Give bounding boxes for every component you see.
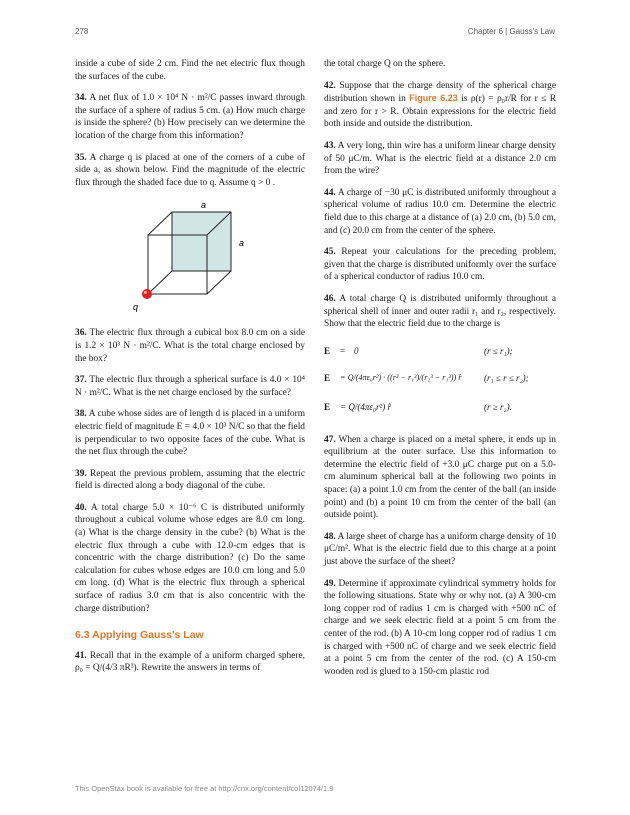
problem-text: A cube whose sides are of length d is placed in a uniform electric field of magnitude E = 4.0 × 10³ N/C so that the field is perpendicular to two opposite faces of the cube. What is the net flux through the cube? [75, 409, 306, 458]
problem-number: 48. [324, 531, 336, 542]
eq-condition: (r₁ ≤ r ≤ r₂); [484, 373, 529, 384]
problem-41 [75, 650, 305, 675]
eq-sign: = [340, 346, 346, 357]
problem-number: 36. [75, 328, 87, 339]
eq-lhs: E [324, 373, 331, 384]
left-column [75, 58, 305, 684]
figure-link[interactable]: Figure 6.23 [409, 93, 458, 104]
eq-rhs: = Q/(4πε₀r²) r̂ [340, 402, 391, 413]
label-q: q [133, 302, 139, 313]
problem-number: 47. [324, 434, 336, 445]
problem-number: 34. [75, 93, 87, 104]
charge-highlight [144, 291, 147, 294]
problem-48 [324, 531, 556, 569]
problem-46 [324, 293, 556, 331]
problem-36 [75, 327, 305, 365]
chapter-title: Chapter 6 | Gauss's Law [467, 27, 555, 36]
problem-number: 40. [75, 502, 87, 513]
problem-47 [324, 434, 556, 522]
problem-text: A large sheet of charge has a uniform charge density of 10 μC/m². What is the electric field due to this charge at a point just above the surface of the sheet? [324, 531, 557, 568]
problem-39 [75, 468, 305, 493]
eq-rhs: = Q/(4πε₀r²) · ((r³ − r₁³)/(r₂³ − r₁³)) r̂ [340, 373, 462, 383]
eq-condition: (r ≥ r₂). [484, 402, 512, 413]
problem-text: A total charge Q is distributed uniformly throughout a spherical shell of inner and outer radii r₁ and r₂, respectively. Show that the electric field due to the charge is [324, 293, 556, 330]
problem-45 [324, 246, 556, 284]
cube-edge [148, 271, 172, 294]
problem-number: 43. [324, 140, 336, 151]
label-a-side: a [239, 238, 245, 249]
eq-condition: (r ≤ r₁); [484, 346, 513, 357]
problem-number: 41. [75, 650, 87, 661]
problem-text: When a charge is placed on a metal sphere, it ends up in equilibrium at the outer surface. Use this information to determine the electric field of +3.0 μC charge put on a 5.0-cm aluminum spherical ball at the following two points in space: (a) a point 1.0 cm from the center of the ball (an inside point) and (b) a point 10 cm from the center of the ball (an outside point). [324, 434, 556, 521]
problem-number: 44. [324, 187, 336, 198]
problem-text: The electric flux through a cubical box 8.0 cm on a side is 1.2 × 10³ N · m²/C. What is the total charge enclosed by the box? [75, 328, 305, 364]
problem-34 [75, 92, 305, 142]
equation-row [324, 364, 556, 394]
cube-edge [148, 212, 172, 235]
problem-49 [324, 578, 556, 679]
label-a-top: a [201, 200, 207, 211]
problem-text: Recall that in the example of a uniform charged sphere, ρ₀ = Q/(4/3 πR³). Rewrite the answers in terms of [75, 650, 305, 674]
problem-number: 37. [75, 375, 87, 386]
problem-text: The electric flux through a spherical surface is 4.0 × 10⁴ N · m²/C. What is the net charge enclosed by the surface? [75, 375, 305, 398]
problem-40 [75, 502, 305, 615]
problem-text: Repeat your calculations for the preceding problem, given that the charge is distributed uniformly over the surface of a spherical conductor of radius 10.0 cm. [324, 247, 556, 283]
problem-38 [75, 408, 305, 458]
problem-number: 42. [324, 80, 336, 91]
field-equations [324, 340, 556, 422]
problem-35 [75, 152, 305, 190]
eq-rhs: 0 [354, 346, 359, 357]
problem-number: 45. [324, 247, 336, 258]
problem-42 [324, 80, 556, 131]
eq-lhs: E [324, 346, 331, 357]
cube-figure [75, 198, 305, 313]
footer-note: This OpenStax book is available for free at http://cnx.org/content/col12074/1.9 [75, 784, 334, 793]
problem-text: is ρ(r) = ρ₀r/R for r ≤ R and zero for r > R. Obtain expressions for the electric field both inside and outside the distribution. [324, 94, 556, 130]
problem-text: A net flux of 1.0 × 10⁴ N · m²/C passes inward through the surface of a sphere of radius 5 cm. (a) How much charge is inside the sphere? (b) How precisely can we determine the location of the charge from this information? [75, 93, 305, 141]
eq-lhs: E [324, 402, 331, 413]
problem-number: 38. [75, 409, 87, 420]
problem-number: 39. [75, 468, 87, 479]
right-column [324, 58, 556, 687]
problem-text: A charge of −30 μC is distributed uniformly throughout a spherical volume of radius 10.0 cm. Determine the electric field due to this charge at a distance of (a) 2.0 cm, (b) 5.0 cm, and (c) 20.0 cm from the center of the sphere. [324, 187, 557, 236]
problem-33-tail: inside a cube of side 2 cm. Find the net electric flux though the surfaces of the cube. [75, 59, 305, 82]
cube-edge [207, 271, 231, 294]
charge-dot [142, 289, 152, 299]
problem-number: 46. [324, 293, 336, 304]
problem-text: Determine if approximate cylindrical symmetry holds for the following situations. State why or why not. (a) A 300-cm long copper rod of radius 1 cm is charged with +500 nC of charge and we seek electric field at a point 5 cm from the center of the rod. (b) A 10-cm long copper rod of radius 1 cm is charged with +500 nC of charge and we seek electric field at a point 5 cm from the center of the rod. (c) A 150-cm wooden rod is glued to a 150-cm plastic rod [324, 578, 557, 677]
cube-diagram [75, 198, 305, 313]
problem-text: A very long, thin wire has a uniform linear charge density of 50 μC/m. What is the electric field at a distance 2.0 cm from the wire? [324, 140, 557, 177]
problem-text: A total charge 5.0 × 10⁻⁶ C is distributed uniformly throughout a cubical volume whose edges are 8.0 cm long. (a) What is the charge density in the cube? (b) What is the electric flux through a cube with 12.0-cm edges that is concentric with the charge distribution? (c) Do the same calculation for cubes whose edges are 10.0 cm long and 5.0 cm long. (d) What is the electric flux through a spherical surface of radius 3.0 cm that is also concentric with the charge distribution? [75, 502, 305, 614]
problem-number: 35. [75, 152, 87, 163]
problem-43 [324, 140, 556, 178]
problem-text: Suppose that the charge density of the spherical charge distribution shown in [324, 80, 556, 105]
problem-44 [324, 187, 556, 237]
problem-number: 49. [324, 578, 336, 589]
equation-row [324, 394, 556, 422]
problem-41-tail: the total charge Q on the sphere. [324, 59, 446, 69]
equation-row [324, 340, 556, 364]
section-heading: 6.3 Applying Gauss's Law [75, 629, 204, 642]
problem-text: Repeat the previous problem, assuming that the electric field is directed along a body diagonal of the cube. [75, 468, 305, 492]
problem-text: A charge q is placed at one of the corners of a cube of side a, as shown below. Find the magnitude of the electric flux through the shaded face due to q. Assume q > 0 . [75, 152, 305, 188]
page-number: 278 [75, 27, 89, 36]
problem-37 [75, 374, 305, 399]
